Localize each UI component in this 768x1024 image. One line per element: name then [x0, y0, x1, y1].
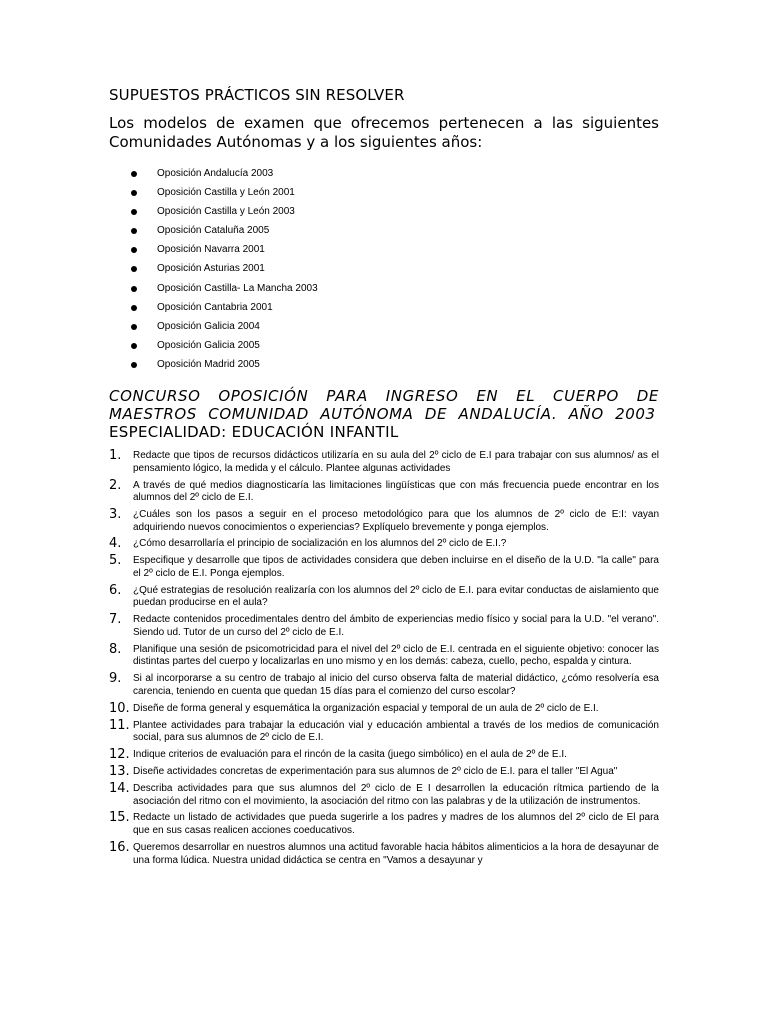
bullet-icon — [131, 305, 137, 311]
question-number: 14. — [109, 780, 130, 796]
question-number: 8. — [109, 641, 122, 657]
question-number: 2. — [109, 477, 122, 493]
exam-list-item — [109, 183, 659, 202]
question-item — [109, 780, 659, 808]
bullet-icon — [131, 362, 137, 368]
question-item — [109, 477, 659, 505]
question-item — [109, 766, 659, 779]
question-number: 10. — [109, 700, 130, 716]
bullet-icon — [131, 190, 137, 196]
specialty-heading: ESPECIALIDAD: EDUCACIÓN INFANTIL — [109, 423, 399, 442]
bullet-icon — [131, 228, 137, 234]
bullet-icon — [131, 171, 137, 177]
question-number: 13. — [109, 764, 130, 780]
question-item — [109, 555, 659, 580]
exam-label: Oposición Navarra 2001 — [157, 244, 265, 256]
question-text: ¿Cuáles son los pasos a seguir en el proceso metodológico para que los alumnos de 2º ciclo de E:I: vayan adquiriendo nuevos conocimientos o experiencias? Explíquelo brevemente y ponga ejemplos. — [133, 509, 659, 533]
question-number: 6. — [109, 582, 122, 598]
exam-list-item — [109, 240, 659, 259]
exam-list-item — [109, 298, 659, 317]
question-item — [109, 450, 659, 475]
exam-label: Oposición Cataluña 2005 — [157, 225, 270, 237]
exam-label: Oposición Asturias 2001 — [157, 263, 265, 275]
bullet-icon — [131, 266, 137, 272]
question-number: 5. — [109, 553, 122, 569]
exam-label: Oposición Galicia 2005 — [157, 339, 260, 351]
exam-label: Oposición Castilla y León 2003 — [157, 206, 295, 218]
exam-label: Oposición Madrid 2005 — [157, 358, 260, 370]
question-text: Redacte contenidos procedimentales dentro del ámbito de experiencias medio físico y social para la U.D. "el verano". Siendo ud. Tutor de un curso del 2º ciclo de E.I. — [133, 614, 659, 638]
question-text: Plantee actividades para trabajar la educación vial y educación ambiental a través de los medios de comunicación social, para sus alumnos de 2º ciclo de E.I. — [133, 719, 659, 744]
question-text: Planifique una sesión de psicomotricidad para el nivel del 2º ciclo de E.I. centrada en el siguiente objetivo: conocer las distintas partes del cuerpo y localizarlas en uno mismo y en los demás: cabeza, cuello, pecho, espalda y cintura. — [133, 643, 659, 668]
question-number: 16. — [109, 839, 130, 855]
exam-list-item — [109, 202, 659, 221]
question-text: Redacte un listado de actividades que pueda sugerirle a los padres y madres de los alumnos del 2º ciclo de El para que en sus casas realicen acciones coeducativos. — [133, 812, 659, 837]
question-item — [109, 509, 659, 534]
question-text: Indique criterios de evaluación para el rincón de la casita (juego simbólico) en el aula de 2º de E.I. — [133, 749, 567, 761]
question-item — [109, 673, 659, 698]
question-text: Queremos desarrollar en nuestros alumnos una actitud favorable hacia hábitos alimenticios a la hora de desayunar de una forma lúdica. Nuestra unidad didáctica se centra en "Vamos a desayunar y — [133, 841, 659, 866]
page-title: SUPUESTOS PRÁCTICOS SIN RESOLVER — [109, 86, 405, 104]
question-number: 1. — [109, 448, 122, 464]
exam-label: Oposición Castilla- La Mancha 2003 — [157, 282, 318, 294]
question-item — [109, 717, 659, 745]
question-text: ¿Cómo desarrollaría el principio de socialización en los alumnos del 2º ciclo de E.I.? — [133, 538, 507, 550]
bullet-icon — [131, 247, 137, 253]
question-number: 7. — [109, 612, 122, 628]
exam-list-item — [109, 221, 659, 240]
question-text: Diseñe actividades concretas de experimentación para sus alumnos de 2º ciclo de E.I. para el taller "El Agua" — [133, 766, 618, 778]
question-text: Diseñe de forma general y esquemática la organización espacial y temporal de un aula de 2º ciclo de E.I. — [133, 702, 599, 714]
intro-paragraph: Los modelos de examen que ofrecemos pertenecen a las siguientes Comunidades Autónomas y a los siguientes años: — [109, 114, 659, 151]
question-text: Describa actividades para que sus alumnos del 2º ciclo de E I desarrollen la educación rítmica partiendo de la asociación del ritmo con el movimiento, la asociación del ritmo con las palabras y de la utilización de instrumentos. — [133, 782, 659, 807]
section-heading: CONCURSO OPOSICIÓN PARA INGRESO EN EL CUERPO DE MAESTROS COMUNIDAD AUTÓNOMA DE ANDALUCÍA. AÑO 2003 — [109, 387, 659, 423]
question-text: Redacte que tipos de recursos didácticos utilizaría en su aula del 2º ciclo de E.I para trabajar con sus alumnos/ as el pensamiento lógico, la medida y el cálculo. Plantee algunas actividades — [133, 450, 659, 474]
exam-list-item — [109, 355, 659, 374]
question-number: 12. — [109, 747, 130, 763]
exam-list-item — [109, 336, 659, 355]
question-text: Si al incorporarse a su centro de trabajo al inicio del curso observa falta de material didáctico, ¿cómo resolvería esa carencia, teniendo en cuenta que quedan 15 días para el comienzo del curso escolar? — [133, 673, 659, 697]
question-number: 15. — [109, 810, 130, 826]
bullet-icon — [131, 343, 137, 349]
exam-label: Oposición Cantabria 2001 — [157, 301, 273, 313]
bullet-icon — [131, 209, 137, 215]
document-content — [109, 86, 659, 871]
bullet-icon — [131, 324, 137, 330]
question-number: 4. — [109, 536, 122, 552]
question-text: ¿Qué estrategias de resolución realizaría con los alumnos del 2º ciclo de E.I. para evitar conductas de aislamiento que puedan producirse en el aula? — [133, 584, 659, 609]
question-text: Especifique y desarrolle que tipos de actividades considera que deben incluirse en el diseño de la U.D. "la calle" para el 2º ciclo de E.I. Ponga ejemplos. — [133, 555, 659, 579]
question-list — [109, 450, 659, 867]
question-item — [109, 749, 659, 762]
exam-list-item — [109, 259, 659, 278]
exam-label: Oposición Castilla y León 2001 — [157, 187, 295, 199]
question-item — [109, 538, 659, 551]
exam-label: Oposición Andalucía 2003 — [157, 168, 274, 179]
question-item — [109, 641, 659, 669]
question-item — [109, 812, 659, 837]
question-item — [109, 700, 659, 716]
question-text: A través de qué medios diagnosticaría las limitaciones lingüísticas que con más frecuencia puede encontrar en los alumnos del 2º ciclo de E.I. — [133, 479, 659, 504]
exam-list-item — [109, 279, 659, 298]
question-item — [109, 839, 659, 867]
exam-list — [109, 164, 659, 374]
question-item — [109, 582, 659, 610]
question-number: 9. — [109, 671, 122, 687]
exam-label: Oposición Galicia 2004 — [157, 320, 260, 332]
question-number: 11. — [109, 717, 130, 733]
question-item — [109, 614, 659, 639]
exam-list-item — [109, 164, 659, 183]
bullet-icon — [131, 286, 137, 292]
question-number: 3. — [109, 507, 122, 522]
exam-list-item — [109, 317, 659, 336]
